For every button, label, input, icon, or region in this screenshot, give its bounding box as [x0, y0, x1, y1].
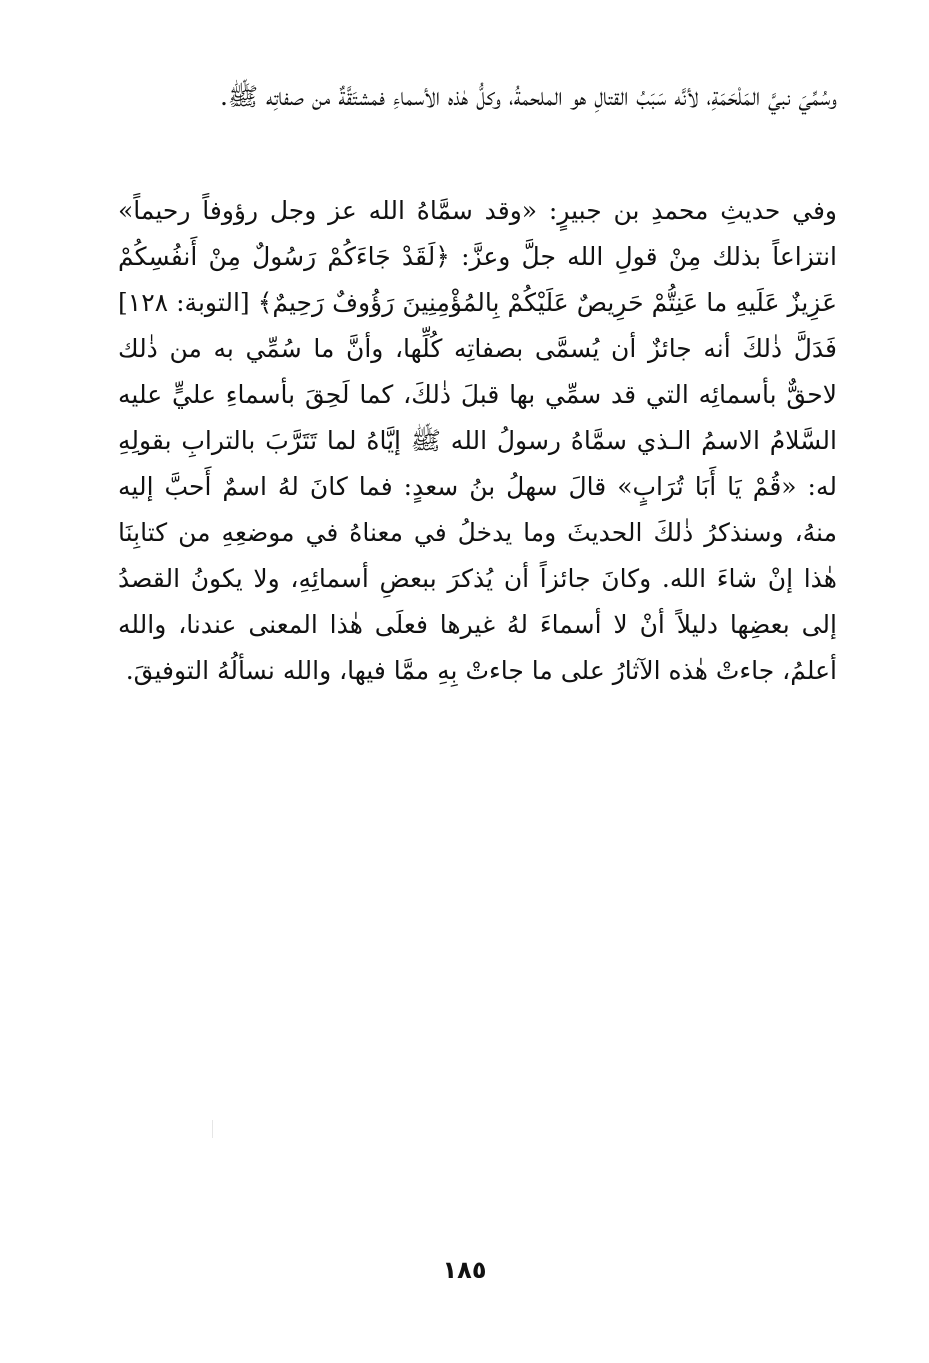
paragraph-2: وفي حديثِ محمدِ بن جبيرٍ: «وقد سمَّاهُ الله عز وجل رؤوفاً رحيماً» انتزاعاً بذلك مِنْ قولِ الله جلَّ وعزَّ: ﴿لَقَدْ جَاءَكُمْ رَسُولٌ مِنْ أَنفُسِكُمْ عَزِيزٌ عَلَيهِ ما عَنِتُّمْ حَرِيصٌ عَلَيْكُمْ بِالمُؤْمِنِينَ رَؤُوفٌ رَحِيمٌ﴾ [التوبة: ١٢٨] فَدَلَّ ذٰلكَ أنه جائزٌ أن يُسمَّى بصفاتِه كُلِّها، وأنَّ ما سُمِّي به من ذٰلك لاحقٌّ بأسمائِه التي قد سمِّي بها قبلَ ذٰلكَ، كما لَحِقَ بأسماءِ عليٍّ عليه السَّلامُ الاسمُ الـذي سمَّاهُ رسولُ الله ﷺ إيَّاهُ لما تَتَرَّبَ بالترابِ بقولِهِ له: «قُمْ يَا أَبَا تُرَابٍ» قالَ سهلُ بنُ سعدٍ: فما كانَ لهُ اسمٌ أَحبَّ إليه منهُ، وسنذكرُ ذٰلكَ الحديثَ وما يدخلُ في معناهُ في موضعِهِ من كتابِنَا هٰذا إنْ شاءَ الله. وكانَ جائزاً أن يُذكرَ ببعضِ أسمائِهِ، ولا يكونُ القصدُ إلى بعضِها دليلاً أنْ لا أسماءَ لهُ غيرها فعلَى هٰذا المعنى عندنا، والله أعلمُ، جاءتْ هٰذه الآثارُ على ما جاءتْ بِهِ ممَّا فيها، والله نسألُهُ التوفيقَ. [118, 196, 837, 685]
page-number: ١٨٥ [442, 1256, 487, 1284]
paragraph-1: وسُمِّيَ نبيَّ المَلْحَمَةِ، لأنَّه سَبَبُ القتالِ هو الملحمةُ، وكلُّ هٰذه الأسماءِ فمشتَقَّةٌ من صفاتِه ﷺ. [219, 82, 837, 111]
scan-mark [212, 1120, 213, 1138]
